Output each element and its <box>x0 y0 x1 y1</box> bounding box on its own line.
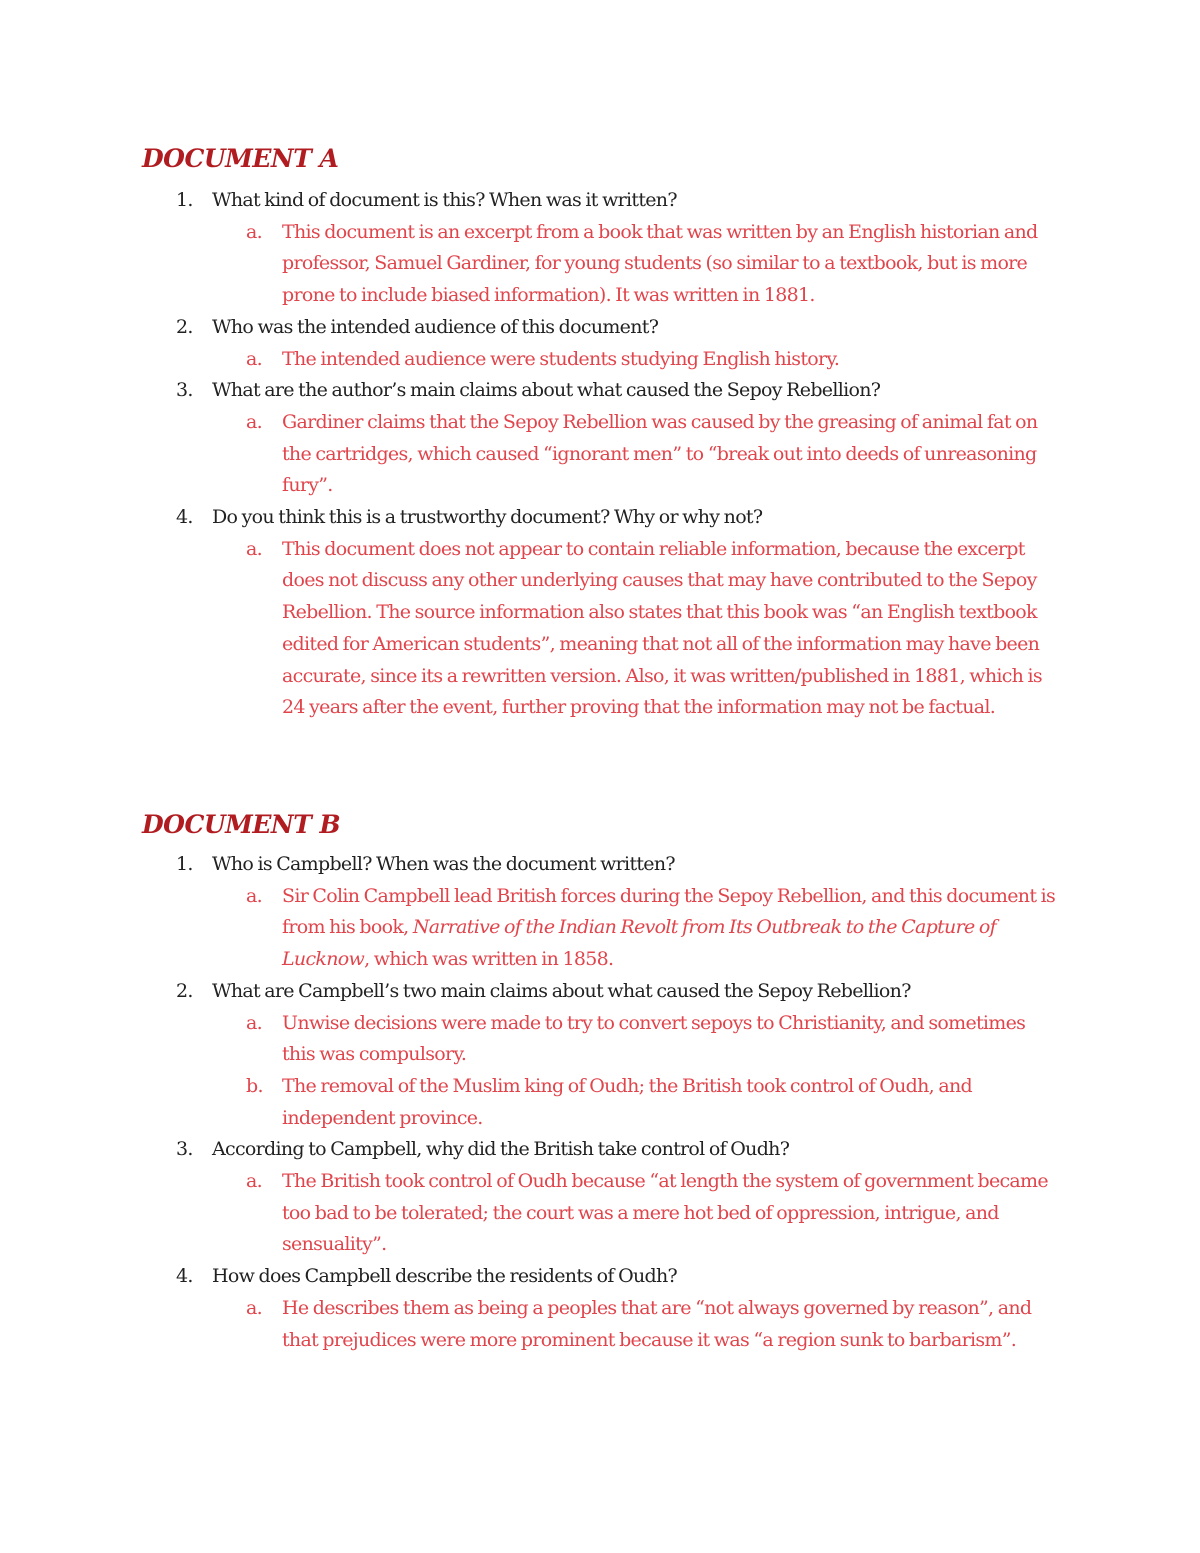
question-text: Who is Campbell? When was the document written? <box>212 853 675 875</box>
question-number: 4. <box>176 1265 193 1288</box>
answer-list <box>176 1008 1076 1135</box>
answer-item <box>176 1008 1076 1071</box>
book-title: Narrative of the Indian Revolt from Its Outbreak to the Capture of Lucknow <box>282 916 996 971</box>
question-row <box>176 1261 1076 1293</box>
answer-list <box>176 881 1076 976</box>
answer-text-segment: This document does not appear to contain reliable information, because the excerpt does not discuss any other underlying causes that may have contributed to the Sepoy Rebellion. The source information also states that this book was “an English textbook edited for American students”, meaning that not all of the information may have been accurate, since its a rewritten version. Also, it was written/published in 1881, which is 24 years after the event, further proving that the information may not be factual. <box>282 537 1042 719</box>
question-number: 3. <box>176 1138 193 1161</box>
answer-text-segment: He describes them as being a peoples that are “not always governed by reason”, and that prejudices were more prominent because it was “a region sunk to barbarism”. <box>282 1296 1032 1351</box>
answer-text-segment: , which was written in 1858. <box>364 948 614 971</box>
answer-letter: a. <box>246 537 262 560</box>
answer-text <box>282 534 1062 724</box>
question-item <box>176 849 1076 976</box>
answer-letter: b. <box>246 1074 263 1097</box>
answer-text-segment: Unwise decisions were made to try to convert sepoys to Christianity, and sometimes this was compulsory. <box>282 1011 1026 1066</box>
question-item <box>176 312 1076 375</box>
question-row <box>176 502 1076 534</box>
answer-text <box>282 881 1062 976</box>
question-list-document-a <box>176 185 1076 724</box>
answer-text <box>282 407 1062 502</box>
question-number: 1. <box>176 853 193 875</box>
answer-text-segment: The intended audience were students studying English history. <box>282 347 840 370</box>
question-text: What kind of document is this? When was it written? <box>212 189 677 211</box>
question-item <box>176 375 1076 502</box>
answer-list <box>176 344 1076 376</box>
question-text: How does Campbell describe the residents of Oudh? <box>212 1265 677 1288</box>
answer-letter: a. <box>246 410 262 433</box>
answer-list <box>176 1166 1076 1261</box>
answer-text-segment: The removal of the Muslim king of Oudh; the British took control of Oudh, and independent province. <box>282 1074 972 1129</box>
answer-letter: a. <box>246 220 262 243</box>
answer-letter: a. <box>246 1296 262 1319</box>
answer-letter: a. <box>246 347 262 370</box>
answer-text <box>282 1071 1062 1134</box>
answer-list <box>176 217 1076 312</box>
question-list-document-b <box>176 849 1076 1356</box>
answer-item <box>176 344 1076 376</box>
question-number: 2. <box>176 979 193 1002</box>
question-row <box>176 312 1076 344</box>
question-text: According to Campbell, why did the British take control of Oudh? <box>212 1138 790 1161</box>
answer-list <box>176 534 1076 724</box>
answer-item <box>176 881 1076 976</box>
answer-text <box>282 1166 1062 1261</box>
question-row <box>176 375 1076 407</box>
question-text: Do you think this is a trustworthy document? Why or why not? <box>212 506 763 529</box>
answer-text <box>282 1008 1062 1071</box>
section-heading-document-a: DOCUMENT A <box>142 144 339 173</box>
answer-item <box>176 1293 1076 1356</box>
question-item <box>176 976 1076 1135</box>
answer-item <box>176 534 1076 724</box>
question-text: What are the author’s main claims about what caused the Sepoy Rebellion? <box>212 379 881 402</box>
question-number: 4. <box>176 506 193 529</box>
answer-text-segment: This document is an excerpt from a book that was written by an English historian and professor, Samuel Gardiner, for young students (so similar to a textbook, but is more prone to include biased information). It was written in 1881. <box>282 220 1038 307</box>
answer-list <box>176 407 1076 502</box>
answer-text-segment: The British took control of Oudh because “at length the system of government became too bad to be tolerated; the court was a mere hot bed of oppression, intrigue, and sensuality”. <box>282 1170 1048 1256</box>
section-heading-document-b: DOCUMENT B <box>142 810 341 839</box>
answer-item <box>176 217 1076 312</box>
answer-letter: a. <box>246 1170 262 1193</box>
answer-item <box>176 1071 1076 1134</box>
question-row <box>176 976 1076 1008</box>
question-number: 1. <box>176 189 193 211</box>
question-row <box>176 849 1076 881</box>
answer-letter: a. <box>246 1011 262 1034</box>
question-item <box>176 502 1076 724</box>
question-text: Who was the intended audience of this document? <box>212 315 659 338</box>
answer-text-segment: Sir Colin Campbell lead British forces during the Sepoy Rebellion, and this document is from his book, <box>282 884 1056 939</box>
answer-letter: a. <box>246 884 262 907</box>
question-row <box>176 185 1076 217</box>
question-row <box>176 1134 1076 1166</box>
question-number: 2. <box>176 315 193 338</box>
answer-item <box>176 1166 1076 1261</box>
question-text: What are Campbell’s two main claims about what caused the Sepoy Rebellion? <box>212 979 911 1002</box>
question-number: 3. <box>176 379 193 402</box>
answer-text <box>282 344 839 376</box>
answer-text <box>282 217 1062 312</box>
answer-list <box>176 1293 1076 1356</box>
question-item <box>176 1134 1076 1261</box>
answer-text <box>282 1293 1062 1356</box>
question-item <box>176 1261 1076 1356</box>
answer-item <box>176 407 1076 502</box>
answer-text-segment: Gardiner claims that the Sepoy Rebellion was caused by the greasing of animal fat on the cartridges, which caused “ignorant men” to “break out into deeds of unreasoning fury”. <box>282 410 1038 497</box>
question-item <box>176 185 1076 312</box>
